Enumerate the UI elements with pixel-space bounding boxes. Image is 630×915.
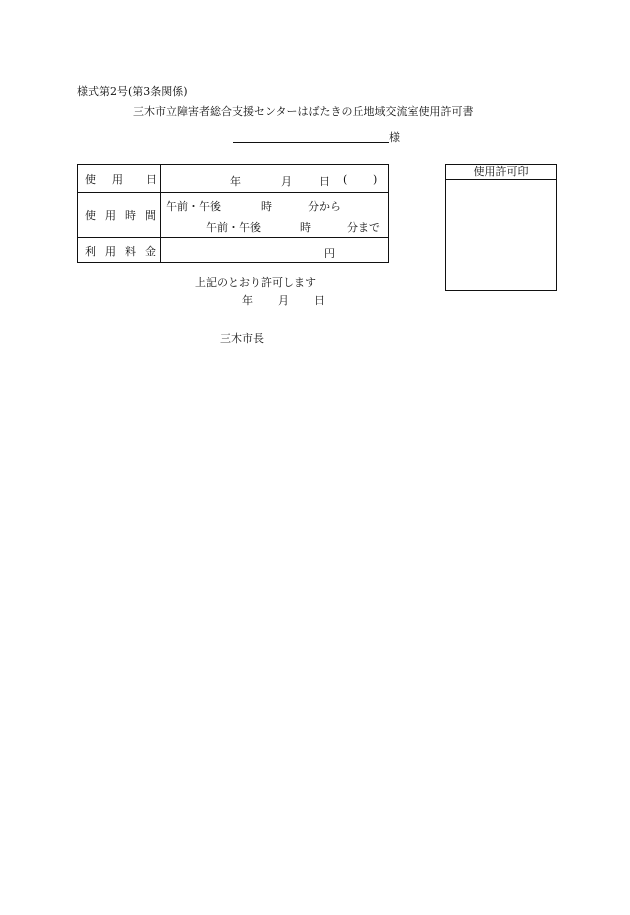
start-ampm-choice: 午前・午後: [166, 200, 221, 213]
issuer-signature: 三木市長: [220, 332, 264, 345]
recipient-honorific: 様: [389, 131, 400, 144]
approval-statement: 上記のとおり許可します: [195, 276, 316, 289]
end-ampm-choice: 午前・午後: [206, 221, 261, 234]
date-year-unit: 年: [230, 175, 241, 188]
label-char: 用: [112, 172, 123, 186]
weekday-open-paren: (: [343, 173, 348, 186]
usage-time-field[interactable]: [161, 193, 388, 237]
usage-time-row: [78, 193, 388, 238]
usage-date-row: [78, 165, 388, 193]
document-title: 三木市立障害者総合支援センターはばたきの丘地域交流室使用許可書: [133, 105, 474, 118]
start-minute-unit: 分から: [308, 200, 341, 213]
label-char: 用: [105, 244, 116, 258]
usage-fee-field[interactable]: [161, 238, 388, 263]
permit-stamp-box: [445, 164, 557, 291]
label-char: 用: [105, 209, 116, 222]
label-char: 時: [125, 209, 136, 222]
date-day-unit: 日: [319, 175, 330, 188]
usage-date-label: [78, 165, 161, 192]
approval-date-month-unit: 月: [278, 294, 289, 307]
date-month-unit: 月: [281, 175, 292, 188]
label-char: 利: [85, 244, 96, 258]
usage-fee-label: [78, 238, 161, 263]
label-char: 使: [85, 209, 96, 222]
usage-fee-row: [78, 238, 388, 263]
label-char: 料: [125, 244, 136, 258]
end-hour-unit: 時: [300, 221, 311, 234]
approval-date-year-unit: 年: [242, 294, 253, 307]
label-char: 金: [145, 244, 156, 258]
weekday-close-paren: ): [373, 173, 378, 186]
usage-details-table: [77, 164, 389, 263]
end-minute-unit: 分まで: [347, 221, 380, 234]
usage-time-label: [78, 193, 161, 237]
label-char: 使: [85, 172, 96, 186]
fee-yen-unit: 円: [324, 247, 335, 260]
usage-date-field[interactable]: [161, 165, 388, 192]
form-number: 様式第2号(第3条関係): [77, 85, 188, 98]
label-char: 間: [145, 209, 156, 222]
label-char: 日: [146, 172, 157, 186]
permit-stamp-header: 使用許可印: [446, 165, 556, 180]
approval-date-day-unit: 日: [314, 294, 325, 307]
recipient-name-field[interactable]: [233, 142, 389, 143]
start-hour-unit: 時: [261, 200, 272, 213]
